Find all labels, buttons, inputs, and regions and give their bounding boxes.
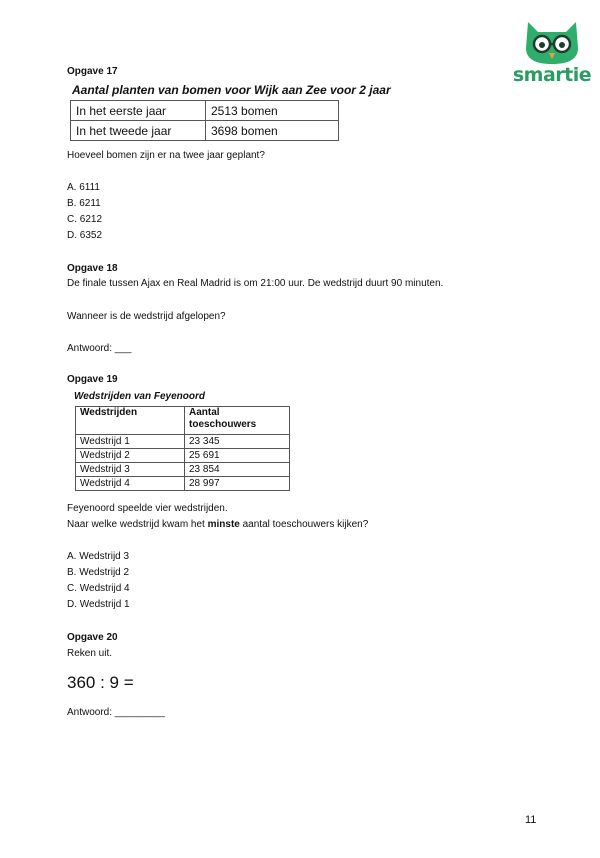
table-row	[76, 477, 290, 491]
table-cell: 28 997	[185, 477, 290, 491]
table-row	[71, 121, 339, 141]
table-cell: Wedstrijd 2	[76, 449, 185, 463]
q19-table-caption: Wedstrijden van Feyenoord	[74, 391, 205, 402]
q19-line2-post: aantal toeschouwers kijken?	[239, 519, 369, 530]
q19-table	[75, 406, 290, 491]
q17-table	[70, 100, 339, 141]
q20-calculation: 360 : 9 =	[67, 673, 134, 692]
table-row	[71, 101, 339, 121]
table-cell: 23 345	[185, 435, 290, 449]
table-cell: 2513 bomen	[206, 101, 339, 121]
q18-text: De finale tussen Ajax en Real Madrid is om 21:00 uur. De wedstrijd duurt 90 minuten.	[67, 278, 444, 289]
table-cell: 23 854	[185, 463, 290, 477]
q19-line2	[67, 519, 368, 530]
table-row	[76, 449, 290, 463]
q20-answer: Antwoord: _________	[67, 707, 165, 718]
table-header-cell: Aantal toeschouwers	[185, 407, 290, 435]
q17-option-d: D. 6352	[67, 230, 103, 241]
q19-line2-pre: Naar welke wedstrijd kwam het	[67, 519, 208, 530]
q17-table-caption: Aantal planten van bomen voor Wijk aan Zee voor 2 jaar	[72, 83, 391, 97]
brand-name: smartie	[512, 64, 592, 86]
q18-answer: Antwoord: ___	[67, 343, 132, 354]
q17-option-a: A. 6111	[67, 182, 100, 193]
table-cell: Wedstrijd 4	[76, 477, 185, 491]
q19-option-d: D. Wedstrijd 1	[67, 599, 130, 610]
q17-option-c: C. 6212	[67, 214, 103, 225]
table-cell: Wedstrijd 1	[76, 435, 185, 449]
q18-heading: Opgave 18	[67, 263, 118, 274]
table-row	[76, 463, 290, 477]
table-cell: 3698 bomen	[206, 121, 339, 141]
table-cell: In het eerste jaar	[71, 101, 206, 121]
q19-option-a: A. Wedstrijd 3	[67, 551, 130, 562]
q19-option-c: C. Wedstrijd 4	[67, 583, 130, 594]
q20-instruction: Reken uit.	[67, 648, 113, 659]
q17-question: Hoeveel bomen zijn er na twee jaar geplant?	[67, 150, 265, 161]
table-header-row	[76, 407, 290, 435]
q19-line2-emphasis: minste	[207, 519, 240, 530]
table-row	[76, 435, 290, 449]
q19-line1: Feyenoord speelde vier wedstrijden.	[67, 503, 228, 514]
q18-question: Wanneer is de wedstrijd afgelopen?	[67, 311, 226, 322]
table-cell: Wedstrijd 3	[76, 463, 185, 477]
table-header-cell: Wedstrijden	[76, 407, 185, 435]
q20-heading: Opgave 20	[67, 632, 118, 643]
q17-option-b: B. 6211	[67, 198, 101, 209]
table-cell: In het tweede jaar	[71, 121, 206, 141]
table-cell: 25 691	[185, 449, 290, 463]
page-number: 11	[525, 814, 537, 826]
q19-heading: Opgave 19	[67, 374, 118, 385]
q19-option-b: B. Wedstrijd 2	[67, 567, 130, 578]
q17-heading: Opgave 17	[67, 66, 118, 77]
